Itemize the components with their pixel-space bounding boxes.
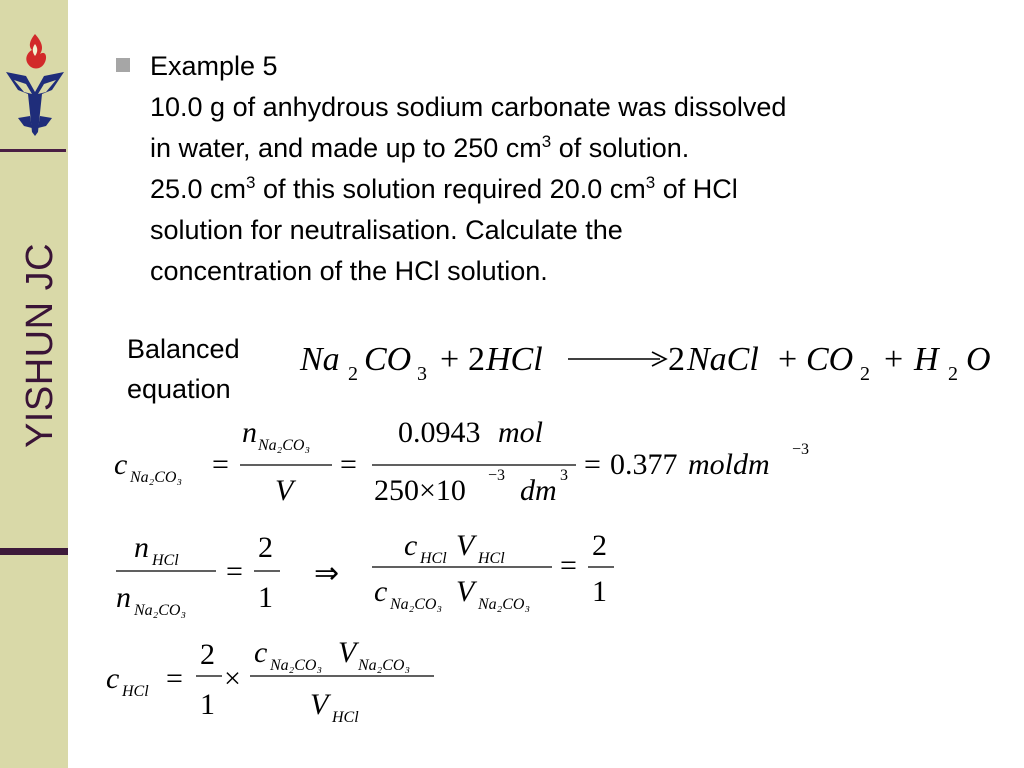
svg-text:HCl: HCl <box>486 341 543 378</box>
svg-text:HCl: HCl <box>478 550 505 567</box>
sidebar-divider-bottom <box>0 548 68 555</box>
svg-text:2: 2 <box>592 529 607 562</box>
svg-text:n: n <box>134 531 149 564</box>
svg-text:H: H <box>914 341 939 378</box>
svg-text:HCl: HCl <box>122 683 149 700</box>
svg-text:0.377: 0.377 <box>610 448 678 481</box>
problem-line-3: 25.0 $cm^3$ of this solution required 20.0 $cm^3$ of HCl <box>150 173 738 204</box>
svg-text:+: + <box>778 341 798 378</box>
svg-text:=: = <box>166 662 183 695</box>
final-expression <box>100 630 460 730</box>
svg-text:=: = <box>584 448 601 481</box>
svg-text:c: c <box>404 529 418 562</box>
svg-text:NaCl: NaCl <box>687 341 759 378</box>
svg-text:Na₂CO₃: Na₂CO₃ <box>258 437 311 454</box>
svg-text:O: O <box>966 341 991 378</box>
svg-text:−3: −3 <box>488 467 506 484</box>
svg-text:1: 1 <box>200 688 215 721</box>
svg-text:V: V <box>456 529 475 562</box>
svg-text:=: = <box>560 549 577 582</box>
example-title: Example 5 <box>150 51 278 81</box>
svg-text:n: n <box>116 581 131 614</box>
svg-text:CO: CO <box>364 341 412 378</box>
balanced-equation-label: Balanced equation <box>127 334 240 404</box>
bullet-square <box>116 58 130 72</box>
problem-statement <box>150 46 980 292</box>
svg-text:−3: −3 <box>792 441 810 458</box>
svg-text:Na₂CO₃: Na₂CO₃ <box>134 602 187 619</box>
svg-text:c: c <box>374 575 388 608</box>
svg-text:2: 2 <box>258 531 273 564</box>
problem-line-2: in water, and made up to 250 $cm^3$ of solution. <box>150 132 690 163</box>
svg-text:Na₂CO₃: Na₂CO₃ <box>130 469 183 486</box>
problem-line-4: solution for neutralisation. Calculate the <box>150 215 623 245</box>
svg-text:+: + <box>884 341 904 378</box>
svg-text:c: c <box>114 448 128 481</box>
svg-text:c: c <box>106 662 120 695</box>
svg-text:2: 2 <box>468 341 485 378</box>
reaction-equation <box>300 330 1000 390</box>
school-logo <box>4 32 66 154</box>
svg-text:Na₂CO₃: Na₂CO₃ <box>478 596 531 613</box>
svg-text:250×10: 250×10 <box>374 474 466 507</box>
svg-text:2: 2 <box>860 363 870 385</box>
svg-text:mol: mol <box>498 416 543 449</box>
problem-line-1: 10.0 g of anhydrous sodium carbonate was dissolved <box>150 92 787 122</box>
problem-line-5: concentration of the HCl solution. <box>150 256 548 286</box>
svg-text:0.0943: 0.0943 <box>398 416 481 449</box>
svg-text:Na: Na <box>300 341 340 378</box>
svg-text:=: = <box>340 448 357 481</box>
svg-text:2: 2 <box>348 363 358 385</box>
svg-text:moldm: moldm <box>688 448 770 481</box>
svg-text:HCl: HCl <box>420 550 447 567</box>
mole-ratio-equation <box>110 525 630 625</box>
org-name-text: YISHUN JC <box>19 242 62 448</box>
svg-text:CO: CO <box>806 341 854 378</box>
svg-text:V: V <box>456 575 475 608</box>
svg-text:V: V <box>310 688 329 721</box>
svg-text:HCl: HCl <box>152 552 179 569</box>
svg-text:=: = <box>212 448 229 481</box>
svg-text:n: n <box>242 416 257 449</box>
reaction-arrow <box>568 352 666 366</box>
svg-text:⇒: ⇒ <box>314 557 340 590</box>
svg-text:HCl: HCl <box>332 709 359 726</box>
svg-text:dm: dm <box>520 474 557 507</box>
svg-text:1: 1 <box>258 581 273 614</box>
svg-text:c: c <box>254 636 268 669</box>
sidebar-org-name <box>20 225 62 465</box>
svg-text:3: 3 <box>560 467 568 484</box>
svg-text:+: + <box>440 341 460 378</box>
logo-emblem <box>6 72 64 136</box>
svg-text:Na₂CO₃: Na₂CO₃ <box>390 596 443 613</box>
svg-text:2: 2 <box>668 341 685 378</box>
svg-text:2: 2 <box>200 638 215 671</box>
svg-text:V: V <box>275 474 294 507</box>
svg-text:3: 3 <box>417 363 427 385</box>
sidebar-divider-top <box>0 149 66 152</box>
svg-text:×: × <box>224 662 241 695</box>
svg-text:Na₂CO₃: Na₂CO₃ <box>358 657 411 674</box>
concentration-equation <box>110 412 830 512</box>
svg-text:2: 2 <box>948 363 958 385</box>
svg-text:Na₂CO₃: Na₂CO₃ <box>270 657 323 674</box>
svg-text:V: V <box>338 636 357 669</box>
svg-text:1: 1 <box>592 575 607 608</box>
svg-text:=: = <box>226 555 243 588</box>
